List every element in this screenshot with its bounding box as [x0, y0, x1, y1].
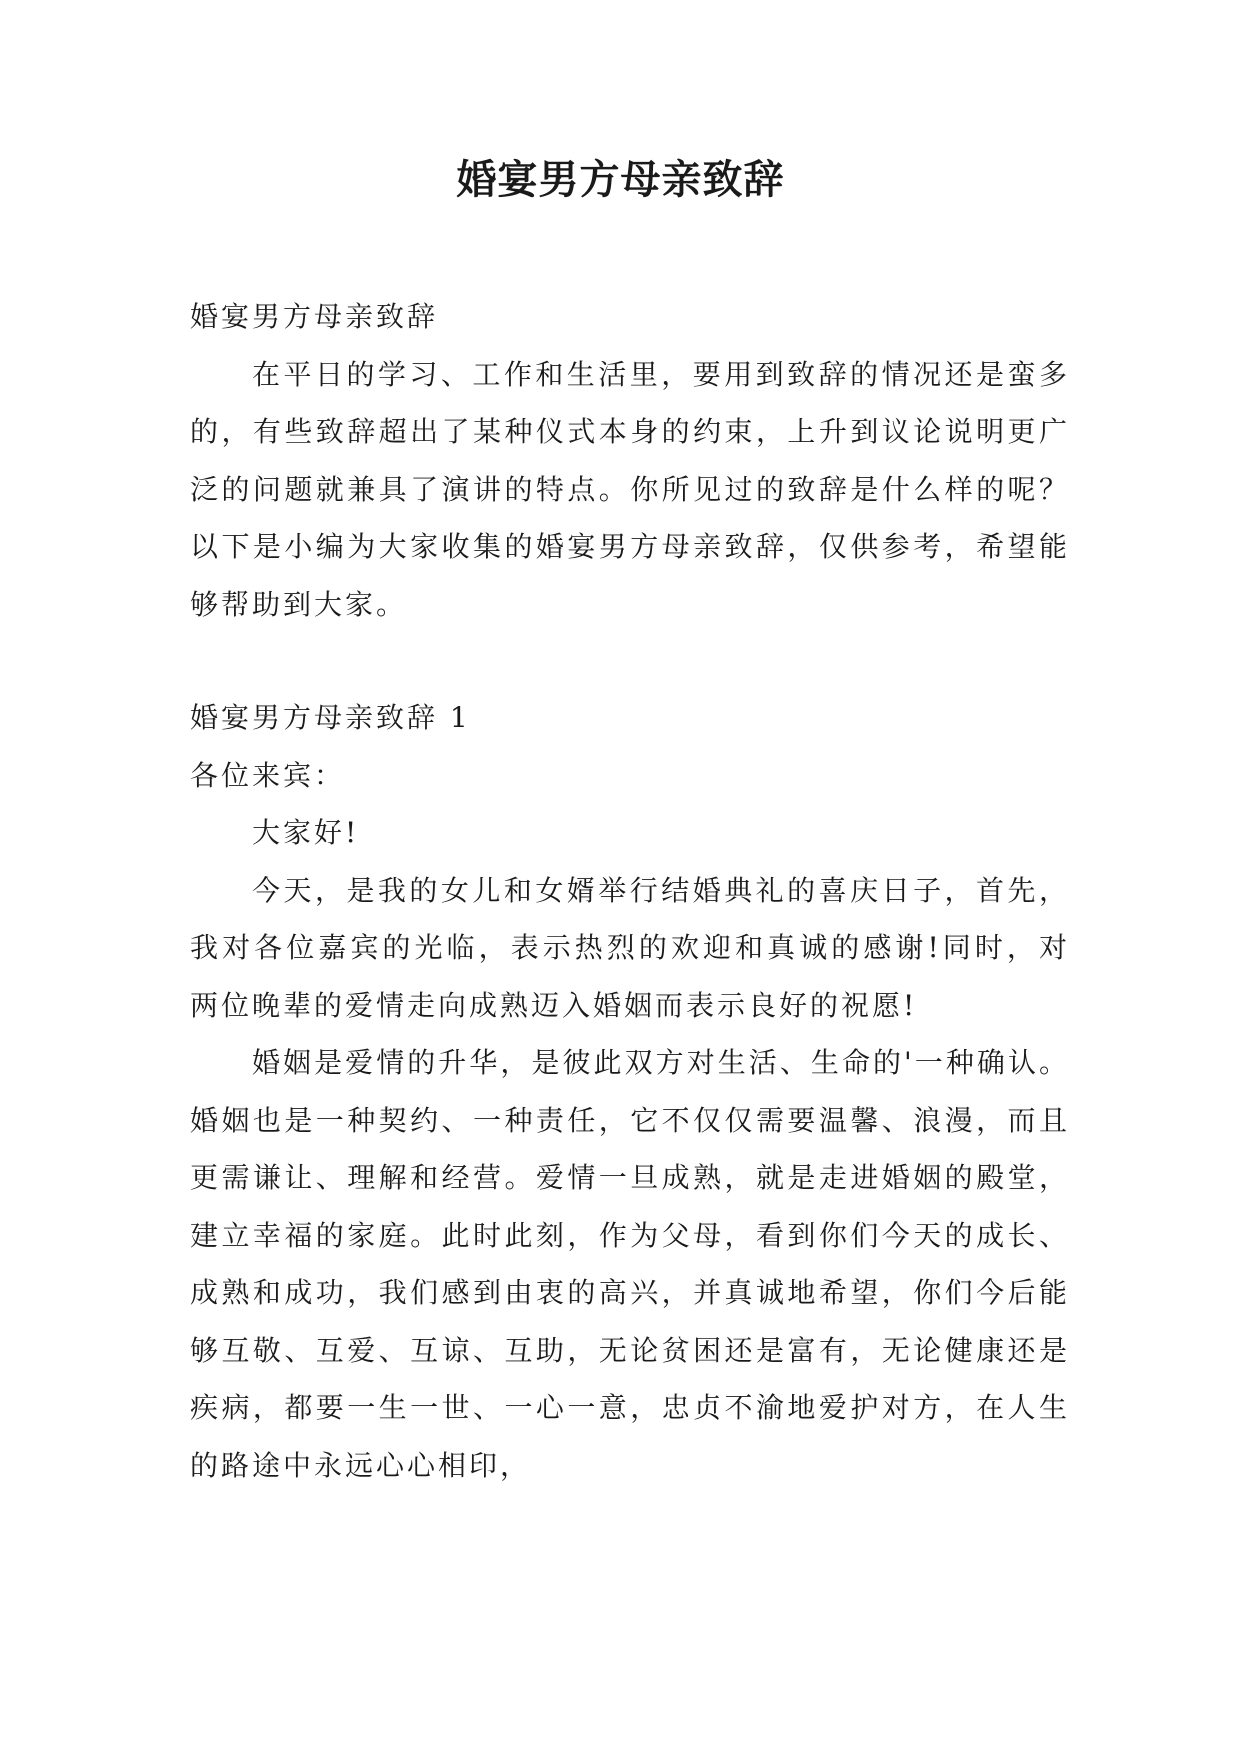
body-paragraph-2: 婚姻是爱情的升华，是彼此双方对生活、生命的'一种确认。婚姻也是一种契约、一种责任，它不仅仅需要温馨、浪漫，而且更需谦让、理解和经营。爱情一旦成熟，就是走进婚姻的殿堂，建立幸福的家庭。此时此刻，作为父母，看到你们今天的成长、成熟和成功，我们感到由衷的高兴，并真诚地希望，你们今后能够互敬、互爱、互谅、互助，无论贫困还是富有，无论健康还是疾病，都要一生一世、一心一意，忠贞不渝地爱护对方，在人生的路途中永远心心相印，	[190, 1046, 1070, 1482]
document-title: 婚宴男方母亲致辞	[456, 156, 785, 203]
body-paragraph-1: 今天，是我的女儿和女婿举行结婚典礼的喜庆日子，首先，我对各位嘉宾的光临，表示热烈的欢迎和真诚的感谢!同时，对两位晚辈的爱情走向成熟迈入婚姻而表示良好的祝愿!	[190, 873, 1070, 1022]
section-spacer	[190, 633, 1070, 689]
salutation: 各位来宾：	[190, 758, 346, 792]
greeting: 大家好!	[252, 816, 360, 849]
subtitle: 婚宴男方母亲致辞	[190, 300, 439, 333]
intro-paragraph: 在平日的学习、工作和生活里，要用到致辞的情况还是蛮多的，有些致辞超出了某种仪式本身的约束，上升到议论说明更广泛的问题就兼具了演讲的特点。你所见过的致辞是什么样的呢？以下是小编为大家收集的婚宴男方母亲致辞，仅供参考，希望能够帮助到大家。	[190, 357, 1070, 621]
document-body	[190, 288, 1070, 1494]
section-heading: 婚宴男方母亲致辞 1	[190, 701, 471, 734]
